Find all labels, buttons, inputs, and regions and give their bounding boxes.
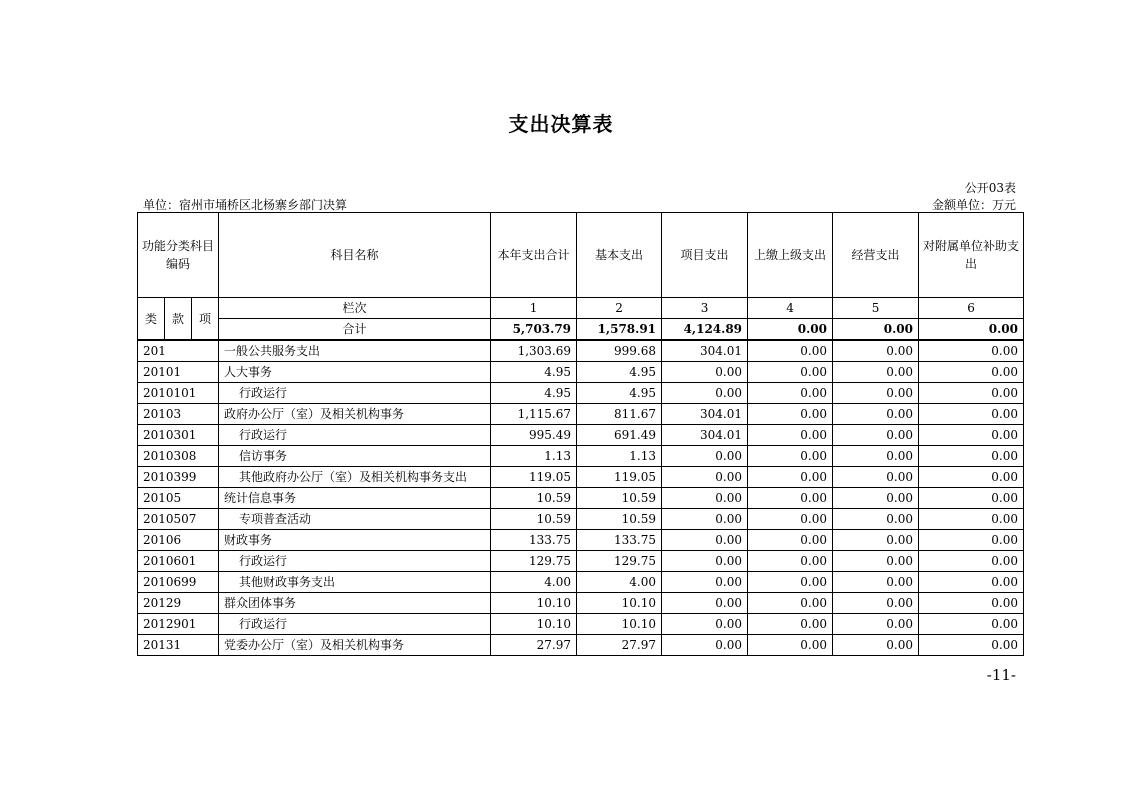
row-name: 行政运行 xyxy=(219,551,491,572)
row-value: 0.00 xyxy=(919,551,1024,572)
header-kuan: 款 xyxy=(165,298,192,341)
row-value: 0.00 xyxy=(662,614,748,635)
table-row xyxy=(138,446,1024,467)
row-value: 0.00 xyxy=(833,488,919,509)
row-value: 0.00 xyxy=(748,530,833,551)
row-value: 119.05 xyxy=(491,467,577,488)
table-row xyxy=(138,614,1024,635)
row-name: 行政运行 xyxy=(219,383,491,404)
row-value: 0.00 xyxy=(662,362,748,383)
total-label: 合计 xyxy=(219,319,491,341)
column-number: 3 xyxy=(662,298,748,319)
row-name: 人大事务 xyxy=(219,362,491,383)
header-lei: 类 xyxy=(138,298,165,341)
row-value: 0.00 xyxy=(833,362,919,383)
header-xiang: 项 xyxy=(192,298,219,341)
row-value: 304.01 xyxy=(662,404,748,425)
row-value: 129.75 xyxy=(577,551,662,572)
header-name: 科目名称 xyxy=(219,213,491,298)
row-value: 4.00 xyxy=(491,572,577,593)
row-code: 2010399 xyxy=(138,467,219,488)
row-value: 0.00 xyxy=(833,635,919,656)
row-value: 4.95 xyxy=(577,383,662,404)
row-value: 1,303.69 xyxy=(491,340,577,362)
row-value: 304.01 xyxy=(662,340,748,362)
form-code: 公开03表 xyxy=(964,181,1016,195)
row-value: 0.00 xyxy=(748,551,833,572)
row-code: 20101 xyxy=(138,362,219,383)
row-value: 1.13 xyxy=(577,446,662,467)
row-code: 2010301 xyxy=(138,425,219,446)
row-code: 20129 xyxy=(138,593,219,614)
row-name: 信访事务 xyxy=(219,446,491,467)
column-number: 6 xyxy=(919,298,1024,319)
row-code: 2010601 xyxy=(138,551,219,572)
row-value: 995.49 xyxy=(491,425,577,446)
reporting-unit: 单位：宿州市埇桥区北杨寨乡部门决算 xyxy=(143,198,348,212)
row-value: 10.10 xyxy=(577,593,662,614)
row-name: 党委办公厅（室）及相关机构事务 xyxy=(219,635,491,656)
row-value: 0.00 xyxy=(833,425,919,446)
table-row xyxy=(138,425,1024,446)
row-value: 0.00 xyxy=(662,488,748,509)
table-row xyxy=(138,551,1024,572)
row-value: 0.00 xyxy=(748,404,833,425)
row-value: 0.00 xyxy=(662,509,748,530)
table-row xyxy=(138,593,1024,614)
header-subsidiary: 对附属单位补助支出 xyxy=(919,213,1024,298)
row-value: 0.00 xyxy=(833,530,919,551)
header-upper: 上缴上级支出 xyxy=(748,213,833,298)
row-value: 10.59 xyxy=(577,488,662,509)
row-value: 0.00 xyxy=(662,593,748,614)
row-value: 0.00 xyxy=(919,340,1024,362)
row-value: 999.68 xyxy=(577,340,662,362)
row-value: 0.00 xyxy=(662,551,748,572)
table-row xyxy=(138,530,1024,551)
row-value: 10.59 xyxy=(577,509,662,530)
row-value: 0.00 xyxy=(662,446,748,467)
row-value: 0.00 xyxy=(919,593,1024,614)
row-code: 20105 xyxy=(138,488,219,509)
row-value: 0.00 xyxy=(833,572,919,593)
row-value: 10.10 xyxy=(491,593,577,614)
row-name: 政府办公厅（室）及相关机构事务 xyxy=(219,404,491,425)
row-value: 0.00 xyxy=(748,340,833,362)
row-value: 4.95 xyxy=(491,383,577,404)
row-code: 2010699 xyxy=(138,572,219,593)
page-number: -11- xyxy=(986,666,1016,684)
row-value: 0.00 xyxy=(919,404,1024,425)
row-value: 0.00 xyxy=(748,509,833,530)
row-value: 0.00 xyxy=(748,572,833,593)
row-value: 4.95 xyxy=(577,362,662,383)
total-value: 4,124.89 xyxy=(662,319,748,341)
row-value: 0.00 xyxy=(833,614,919,635)
row-value: 691.49 xyxy=(577,425,662,446)
header-row xyxy=(138,213,1024,298)
column-number: 4 xyxy=(748,298,833,319)
total-value: 0.00 xyxy=(919,319,1024,341)
row-value: 27.97 xyxy=(577,635,662,656)
row-value: 0.00 xyxy=(748,467,833,488)
row-code: 2010308 xyxy=(138,446,219,467)
row-code: 201 xyxy=(138,340,219,362)
table-row xyxy=(138,467,1024,488)
row-value: 0.00 xyxy=(919,509,1024,530)
row-code: 20103 xyxy=(138,404,219,425)
table-row xyxy=(138,635,1024,656)
row-value: 0.00 xyxy=(748,614,833,635)
row-value: 0.00 xyxy=(919,488,1024,509)
row-name: 其他政府办公厅（室）及相关机构事务支出 xyxy=(219,467,491,488)
total-row xyxy=(138,319,1024,341)
row-value: 129.75 xyxy=(491,551,577,572)
row-value: 0.00 xyxy=(919,425,1024,446)
row-value: 4.00 xyxy=(577,572,662,593)
row-value: 0.00 xyxy=(833,467,919,488)
header-total: 本年支出合计 xyxy=(491,213,577,298)
table-row xyxy=(138,509,1024,530)
row-name: 其他财政事务支出 xyxy=(219,572,491,593)
row-value: 0.00 xyxy=(919,572,1024,593)
row-value: 0.00 xyxy=(748,362,833,383)
table-row xyxy=(138,488,1024,509)
row-value: 0.00 xyxy=(662,530,748,551)
table-row xyxy=(138,404,1024,425)
row-value: 0.00 xyxy=(662,635,748,656)
row-code: 2010507 xyxy=(138,509,219,530)
row-value: 0.00 xyxy=(919,635,1024,656)
table-row xyxy=(138,383,1024,404)
row-value: 133.75 xyxy=(491,530,577,551)
row-value: 0.00 xyxy=(662,383,748,404)
total-value: 0.00 xyxy=(748,319,833,341)
row-value: 0.00 xyxy=(833,383,919,404)
row-value: 0.00 xyxy=(662,572,748,593)
row-value: 0.00 xyxy=(919,614,1024,635)
row-value: 0.00 xyxy=(919,446,1024,467)
row-value: 304.01 xyxy=(662,425,748,446)
row-value: 0.00 xyxy=(748,488,833,509)
row-code: 20106 xyxy=(138,530,219,551)
row-code: 20131 xyxy=(138,635,219,656)
header-business: 经营支出 xyxy=(833,213,919,298)
column-number: 2 xyxy=(577,298,662,319)
header-project: 项目支出 xyxy=(662,213,748,298)
row-value: 10.59 xyxy=(491,488,577,509)
header-code: 功能分类科目编码 xyxy=(138,213,219,298)
row-value: 0.00 xyxy=(919,383,1024,404)
column-number-row xyxy=(138,298,1024,319)
row-code: 2012901 xyxy=(138,614,219,635)
row-value: 0.00 xyxy=(748,593,833,614)
row-value: 119.05 xyxy=(577,467,662,488)
row-name: 统计信息事务 xyxy=(219,488,491,509)
row-value: 1,115.67 xyxy=(491,404,577,425)
header-lanci: 栏次 xyxy=(219,298,491,319)
row-name: 一般公共服务支出 xyxy=(219,340,491,362)
table-row xyxy=(138,340,1024,362)
row-value: 10.10 xyxy=(577,614,662,635)
row-value: 0.00 xyxy=(919,467,1024,488)
column-number: 5 xyxy=(833,298,919,319)
row-value: 27.97 xyxy=(491,635,577,656)
row-value: 1.13 xyxy=(491,446,577,467)
row-value: 10.59 xyxy=(491,509,577,530)
expenditure-table xyxy=(137,212,1024,656)
row-value: 0.00 xyxy=(748,635,833,656)
row-value: 0.00 xyxy=(833,446,919,467)
row-value: 133.75 xyxy=(577,530,662,551)
total-value: 1,578.91 xyxy=(577,319,662,341)
row-value: 811.67 xyxy=(577,404,662,425)
total-value: 0.00 xyxy=(833,319,919,341)
row-value: 0.00 xyxy=(833,509,919,530)
row-name: 财政事务 xyxy=(219,530,491,551)
row-value: 0.00 xyxy=(662,467,748,488)
column-number: 1 xyxy=(491,298,577,319)
row-value: 4.95 xyxy=(491,362,577,383)
row-value: 0.00 xyxy=(833,340,919,362)
row-value: 0.00 xyxy=(919,362,1024,383)
row-value: 0.00 xyxy=(833,551,919,572)
row-code: 2010101 xyxy=(138,383,219,404)
currency-unit: 金额单位：万元 xyxy=(931,198,1016,212)
row-value: 0.00 xyxy=(748,383,833,404)
table-row xyxy=(138,362,1024,383)
row-name: 行政运行 xyxy=(219,425,491,446)
row-value: 0.00 xyxy=(833,593,919,614)
total-value: 5,703.79 xyxy=(491,319,577,341)
row-value: 0.00 xyxy=(748,446,833,467)
row-value: 0.00 xyxy=(748,425,833,446)
row-value: 10.10 xyxy=(491,614,577,635)
row-value: 0.00 xyxy=(919,530,1024,551)
row-name: 群众团体事务 xyxy=(219,593,491,614)
row-value: 0.00 xyxy=(833,404,919,425)
header-basic: 基本支出 xyxy=(577,213,662,298)
table-row xyxy=(138,572,1024,593)
page-title: 支出决算表 xyxy=(508,112,614,136)
row-name: 行政运行 xyxy=(219,614,491,635)
row-name: 专项普查活动 xyxy=(219,509,491,530)
